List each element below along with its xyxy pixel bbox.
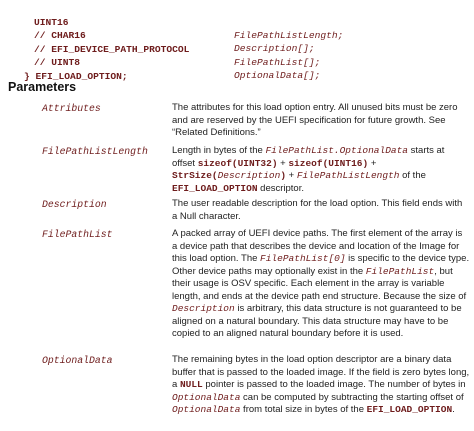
param-desc-description bbox=[172, 198, 470, 223]
desc-text: The attributes for this load option entry. All unused bits must be zero and are reserved by the UEFI specification for future growth. See “Related Definitions.” bbox=[172, 102, 458, 138]
code-type: // CHAR16 bbox=[34, 30, 86, 41]
param-desc-attributes bbox=[172, 102, 470, 140]
code-type: // EFI_DEVICE_PATH_PROTOCOL bbox=[34, 44, 190, 55]
param-name-optionaldata: OptionalData bbox=[42, 355, 113, 366]
desc-text: is arbitrary, this data structure is not guaranteed to be aligned on a natural boundary. This data structure may have to be copied to an aligned natural boundary before it is used. bbox=[172, 303, 462, 339]
desc-text: can be computed by subtracting the starting offset of bbox=[240, 391, 464, 403]
code-field: FilePathList[]; bbox=[234, 57, 321, 68]
code-field: FilePathListLength; bbox=[234, 30, 344, 41]
code-term: EFI_LOAD_OPTION bbox=[366, 404, 453, 415]
code-term: sizeof(UINT16) bbox=[288, 157, 369, 169]
desc-text: descriptor. bbox=[257, 182, 304, 194]
desc-text: + bbox=[277, 157, 289, 169]
param-name-attributes: Attributes bbox=[42, 103, 101, 114]
desc-text: is specific to the device type. Other device paths may optionally exist in the bbox=[172, 253, 470, 277]
code-term: Description bbox=[172, 303, 235, 314]
code-term: StrSize( bbox=[172, 170, 218, 181]
param-name-filepathlistlength: FilePathListLength bbox=[42, 146, 148, 157]
section-title: Parameters bbox=[8, 80, 77, 94]
code-term: FilePathList[0] bbox=[260, 253, 346, 264]
code-term: NULL bbox=[179, 379, 203, 390]
code-field: Description[]; bbox=[234, 43, 315, 54]
desc-text: of the bbox=[399, 170, 426, 181]
param-name-filepathlist: FilePathList bbox=[42, 229, 113, 240]
code-type: // UINT8 bbox=[34, 57, 81, 68]
code-term: ) bbox=[280, 170, 287, 181]
code-type: UINT16 bbox=[34, 17, 69, 28]
code-term: sizeof(UINT32) bbox=[197, 157, 278, 169]
desc-text: A packed array of UEFI device paths. The first element of the array is a device path that describes the device and location of the Image for this load option. The bbox=[172, 228, 463, 264]
param-desc-filepathlist bbox=[172, 228, 470, 341]
code-field: OptionalData[]; bbox=[234, 70, 321, 81]
desc-text: . bbox=[452, 404, 455, 415]
code-term: EFI_LOAD_OPTION bbox=[172, 182, 258, 194]
desc-text: pointer is passed to the loaded image. The number of bytes in bbox=[202, 379, 466, 390]
code-term: OptionalData bbox=[172, 404, 241, 415]
param-desc-optionaldata bbox=[172, 354, 470, 417]
code-term: FilePathListLength bbox=[296, 170, 400, 181]
desc-text: starts at offset bbox=[172, 145, 445, 169]
desc-text: + bbox=[368, 157, 377, 169]
desc-text: The remaining bytes in the load option descriptor are a binary data buffer that is passed to the loaded image. If the field is zero bytes long, a bbox=[172, 354, 470, 390]
desc-text: Length in bytes of the bbox=[172, 145, 266, 156]
param-desc-filepathlistlength bbox=[172, 145, 470, 195]
code-term: OptionalData bbox=[172, 391, 241, 403]
desc-text: , but their usage is OSV specific. Each element in the array is variable length, and ends at the device path end structure. Because the size of bbox=[172, 265, 467, 302]
desc-text: The user readable description for the load option. This field ends with a Null character. bbox=[172, 198, 463, 222]
code-term: FilePathList.OptionalData bbox=[265, 145, 409, 156]
desc-text: from total size in bytes of the bbox=[240, 404, 367, 415]
code-term: FilePathList bbox=[365, 265, 435, 277]
code-term: Description bbox=[217, 170, 281, 181]
code-struct-end: } EFI_LOAD_OPTION; bbox=[24, 71, 128, 82]
desc-text: + bbox=[286, 170, 297, 181]
param-name-description: Description bbox=[42, 199, 107, 210]
